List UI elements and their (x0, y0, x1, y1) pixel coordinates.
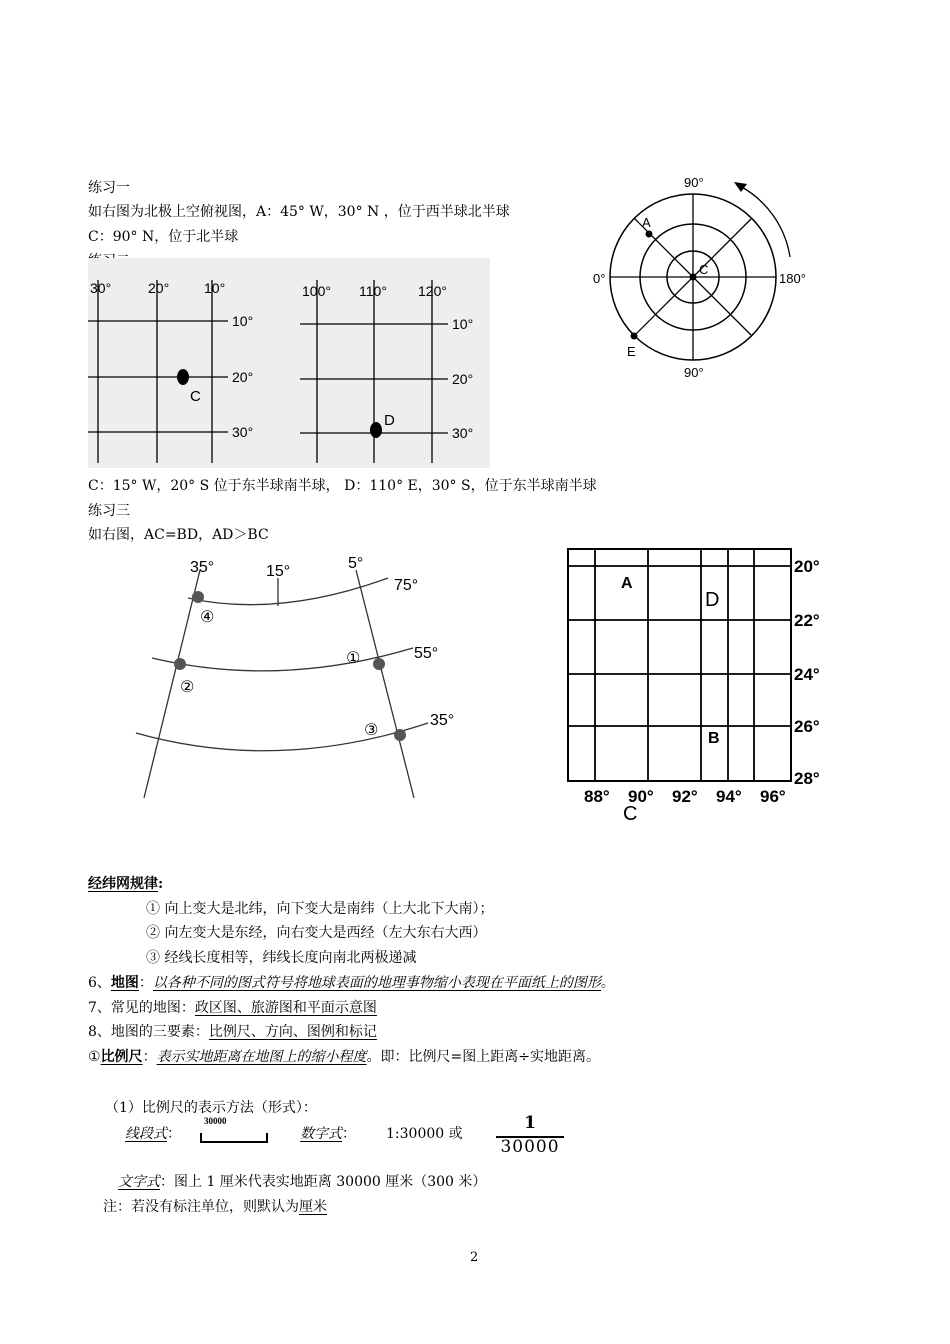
ex1-line1: 如右图为北极上空俯视图，A：45° W，30° N ，位于西半球北半球 (88, 204, 510, 220)
scale-bar: 30000 (200, 1116, 270, 1146)
grid-point-d: D (705, 589, 720, 611)
rule-item-1: ① 向上变大是北纬，向下变大是南纬（上大北下大南）； (146, 901, 494, 917)
ex2-point-d: D (384, 412, 395, 429)
fan-lat-0: 75° (394, 577, 419, 594)
polar-label-bottom: 90° (684, 365, 704, 380)
grid-lon-3: 94° (716, 787, 742, 806)
para-scale-definition: ①比例尺：表示实地距离在地图上的缩小程度。即：比例尺=图上距离÷实地距离。 (88, 1049, 601, 1065)
ex2-right-top-1: 110° (359, 283, 387, 299)
ex2-left-right-1: 20° (232, 369, 254, 385)
ex2-right-top-2: 120° (418, 283, 447, 299)
polar-point-a: A (642, 215, 651, 230)
ex1-title: 练习一 (88, 180, 130, 196)
para-map-elements: 8、地图的三要素：比例尺、方向、图例和标记 (88, 1024, 377, 1040)
para-common-maps: 7、常见的地图：政区图、旅游图和平面示意图 (88, 1000, 377, 1016)
grid-point-a: A (621, 575, 633, 592)
rule-item-2: ② 向左变大是东经，向右变大是西经（左大东右大西） (146, 925, 487, 941)
fan-mark-4: ④ (200, 609, 215, 626)
polar-point-c: C (699, 262, 709, 277)
ex2-right-right-0: 10° (452, 316, 474, 332)
scale-num-label: 数字式： (300, 1126, 356, 1142)
ex3-title: 练习三 (88, 503, 130, 519)
polar-label-top: 90° (684, 175, 704, 190)
rotation-arrow-icon (734, 182, 747, 192)
page-number: 2 (470, 1250, 479, 1265)
polar-label-left: 0° (593, 271, 606, 286)
scale-note: 注：若没有标注单位，则默认为厘米 (103, 1199, 327, 1215)
ex2-right-right-1: 20° (452, 371, 474, 387)
fan-top-0: 35° (190, 559, 215, 576)
scale-num-value: 1:30000 或 (386, 1126, 463, 1142)
ex3-line: 如右图，AC=BD，AD＞BC (88, 527, 269, 543)
rule-item-3: ③ 经线长度相等，纬线长度向南北两极递减 (146, 950, 417, 966)
polar-view-figure (585, 165, 810, 385)
latlon-grid-figure (566, 548, 830, 824)
ex2-answer: C：15° W，20° S 位于东半球南半球， D：110° E，30° S，位于东半球南半球 (88, 478, 597, 494)
grid-lat-0: 20° (794, 557, 820, 576)
ex2-right-top-0: 100° (302, 283, 331, 299)
exercise2-grid-figure (88, 258, 490, 468)
ex2-left-top-0: 30° (90, 280, 112, 296)
fan-top-1: 15° (266, 563, 291, 580)
fan-top-2: 5° (348, 555, 364, 572)
scale-heading: （1）比例尺的表示方法（形式）： (105, 1100, 317, 1116)
grid-lon-0: 88° (584, 787, 610, 806)
grid-lon-2: 92° (672, 787, 698, 806)
grid-lon-4: 96° (760, 787, 786, 806)
fan-graticule-figure (128, 548, 478, 813)
grid-point-c: C (623, 803, 638, 824)
grid-lon-1: 90° (628, 787, 654, 806)
ex2-point-c: C (190, 388, 201, 405)
ex1-line2: C：90° N，位于北半球 (88, 229, 239, 245)
grid-lat-4: 28° (794, 769, 820, 788)
scale-line-label: 线段式： (125, 1126, 181, 1142)
ex2-left-top-1: 20° (148, 280, 170, 296)
ex2-left-top-2: 10° (204, 280, 226, 296)
polar-point-e: E (627, 344, 636, 359)
fan-mark-3: ③ (364, 722, 379, 739)
scale-text-form: 文字式：图上 1 厘米代表实地距离 30000 厘米（300 米） (118, 1174, 487, 1190)
grid-lat-3: 26° (794, 717, 820, 736)
ex2-left-right-2: 30° (232, 424, 254, 440)
rules-heading: 经纬网规律: (88, 876, 164, 892)
polar-label-right: 180° (779, 271, 806, 286)
para-map-definition: 6、地图：以各种不同的图式符号将地球表面的地理事物缩小表现在平面纸上的图形。 (88, 975, 615, 991)
grid-point-b: B (708, 730, 720, 747)
scale-fraction: 1 30000 (494, 1113, 566, 1159)
ex2-right-right-2: 30° (452, 425, 474, 441)
fan-mark-1: ① (346, 650, 361, 667)
ex2-left-right-0: 10° (232, 313, 254, 329)
grid-lat-2: 24° (794, 665, 820, 684)
fan-mark-2: ② (180, 679, 195, 696)
grid-lat-1: 22° (794, 611, 820, 630)
fan-lat-1: 55° (414, 645, 439, 662)
fan-lat-2: 35° (430, 712, 455, 729)
